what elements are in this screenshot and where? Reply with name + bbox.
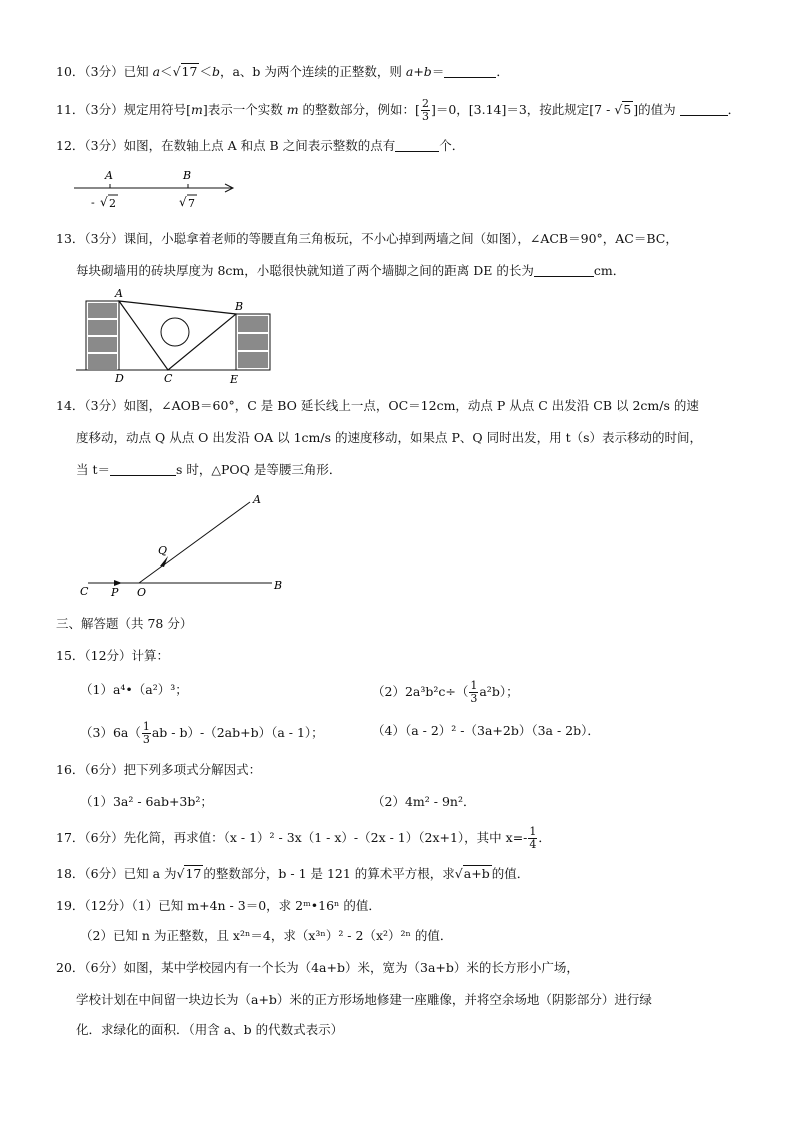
question-20-line1: 20．（6分）如图，某中学校园内有一个长为（4a+b）米，宽为（3a+b）米的长方形小广场， bbox=[56, 960, 579, 975]
label-A: A bbox=[115, 287, 123, 300]
answer-blank bbox=[680, 102, 728, 116]
question-19-line1: 19．（12分）（1）已知 m+4n - 3＝0，求 2ᵐ•16ⁿ 的值． bbox=[56, 898, 381, 913]
question-20-line3: 化．求绿化的面积．（用含 a、b 的代数式表示） bbox=[76, 1022, 344, 1037]
q16-part2: （2）4m² - 9n²． bbox=[372, 794, 476, 809]
answer-blank bbox=[395, 138, 439, 152]
question-18: 18．（6分）已知 a 为√17 的整数部分，b - 1 是 121 的算术平方根，求√a+b 的值． bbox=[56, 866, 530, 881]
svg-text:√: √ bbox=[179, 195, 187, 209]
number-line-figure bbox=[70, 165, 250, 215]
question-11: 11．（3分）规定用符号[m]表示一个实数 m 的整数部分，例如：[ $\frac{2}{3}$ ]＝0，[3.14]＝3，按此规定[7 - √5 ]的值为 ． bbox=[56, 97, 741, 123]
question-20-line2: 学校计划在中间留一块边长为（a+b）米的正方形场地修建一座雕像，并将空余场地（阴影部分）进行绿 bbox=[76, 992, 652, 1007]
sqrt-17: √17 bbox=[172, 64, 198, 79]
label-neg: - bbox=[91, 196, 95, 209]
label-O: O bbox=[137, 586, 147, 599]
answer-blank bbox=[534, 263, 594, 277]
question-16: 16．（6分）把下列多项式分解因式： bbox=[56, 762, 262, 777]
fraction-2-3: $\frac{2}{3}$ bbox=[421, 97, 429, 123]
q15-part4: （4）（a - 2）² -（3a+2b）（3a - 2b）． bbox=[372, 723, 600, 738]
label-Q: Q bbox=[158, 544, 168, 557]
label-C: C bbox=[80, 585, 89, 598]
question-14-line1: 14．（3分）如图，∠AOB＝60°，C 是 BO 延长线上一点，OC＝12cm，动点 P 从点 C 出发沿 CB 以 2cm/s 的速 bbox=[56, 398, 699, 413]
q15-part3: （3）6a（ $\frac{1}{3}$ ab - b）-（2ab+b）（a - 1）； bbox=[80, 720, 324, 746]
question-12: 12．（3分）如图，在数轴上点 A 和点 B 之间表示整数的点有 个． bbox=[56, 138, 465, 153]
answer-blank bbox=[444, 64, 496, 78]
q15-part1: （1）a⁴•（a²）³； bbox=[80, 682, 188, 697]
question-14-line2: 度移动，动点 Q 从点 O 出发沿 OA 以 1cm/s 的速度移动，如果点 P、Q 同时出发，用 t（s）表示移动的时间， bbox=[76, 430, 703, 445]
q15-part2: （2）2a³b²c÷（ $\frac{1}{3}$ a²b）； bbox=[372, 679, 519, 705]
label-D: D bbox=[115, 372, 124, 385]
label-E: E bbox=[230, 373, 239, 386]
label-rad-7: 7 bbox=[188, 197, 195, 210]
label-A: A bbox=[253, 493, 261, 506]
wall-triangle-figure bbox=[72, 284, 282, 386]
label-P: P bbox=[111, 586, 119, 599]
question-15: 15．（12分）计算： bbox=[56, 648, 170, 663]
label-B: B bbox=[235, 300, 244, 313]
label-C: C bbox=[164, 372, 173, 385]
label-B: B bbox=[183, 169, 192, 182]
section-title: 三、解答题（共 78 分） bbox=[56, 616, 193, 631]
q16-part1: （1）3a² - 6ab+3b²； bbox=[80, 794, 213, 809]
label-B: B bbox=[274, 579, 283, 592]
question-17: 17．（6分）先化简，再求值：（x - 1）² - 3x（1 - x）-（2x - 1）（2x+1），其中 x=- $\frac{1}{4}$ ． bbox=[56, 825, 551, 851]
question-13-line2: 每块砌墙用的砖块厚度为 8cm，小聪很快就知道了两个墙脚之间的距离 DE 的长为 cm． bbox=[76, 263, 626, 278]
svg-text:√: √ bbox=[100, 195, 108, 209]
angle-figure bbox=[72, 490, 292, 602]
sqrt-5: √5 bbox=[614, 102, 632, 117]
question-13-line1: 13．（3分）课间，小聪拿着老师的等腰直角三角板玩，不小心掉到两墙之间（如图），∠ACB＝90°，AC＝BC， bbox=[56, 231, 678, 246]
question-10: 10．（3分）已知 a＜√17 ＜b，a、b 为两个连续的正整数，则 a+b＝ ． bbox=[56, 62, 509, 82]
label-A: A bbox=[105, 169, 113, 182]
answer-blank bbox=[110, 462, 176, 476]
question-14-line3: 当 t＝ s 时，△POQ 是等腰三角形． bbox=[76, 462, 342, 477]
label-rad-2: 2 bbox=[109, 197, 116, 210]
question-19-line2: （2）已知 n 为正整数，且 x²ⁿ＝4，求（x³ⁿ）² - 2（x²）²ⁿ 的值． bbox=[80, 928, 453, 943]
